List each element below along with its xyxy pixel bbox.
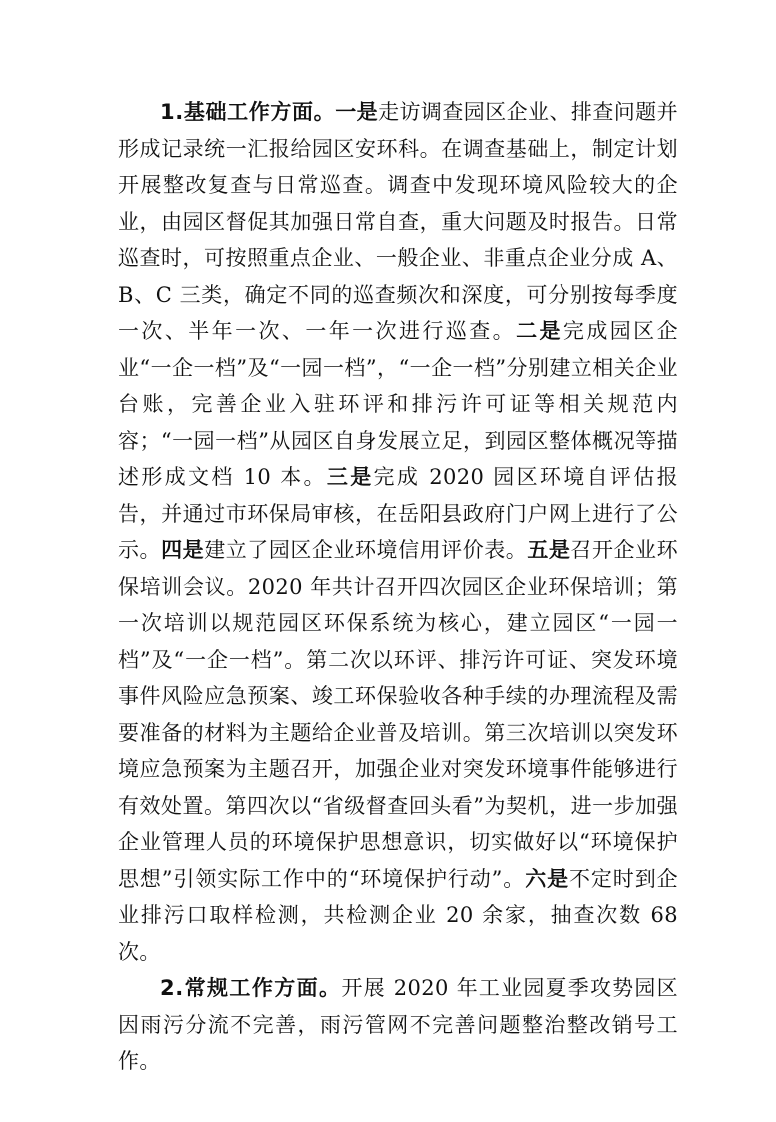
keyword-second: 二是 bbox=[516, 319, 563, 343]
paragraph-text: 完成园区企业“一企一档”及“一园一档”，“一企一档”分别建立相关企业台账，完善企业入驻环评和排污许可证等相关规范内容；“一园一档”从园区自身发展立足，到园区整体概况等描述形成文档 10 本。 bbox=[118, 319, 678, 489]
keyword-first: 一是 bbox=[335, 100, 379, 124]
section-heading-routine-work: 2.常规工作方面。 bbox=[160, 976, 342, 1000]
paragraph-text: 开展 2020 年工业园夏季攻势园区因雨污分流不完善，雨污管网不完善问题整治整改销号工作。 bbox=[118, 976, 678, 1073]
paragraph-text: 完成 2020 园区环境自评估报告，并通过市环保局审核，在岳阳县政府门户网上进行了公示。 bbox=[118, 465, 678, 562]
paragraph-text: 建立了园区企业环境信用评价表。 bbox=[204, 538, 528, 562]
paragraph-basic-work bbox=[118, 94, 678, 970]
keyword-fourth: 四是 bbox=[161, 538, 205, 562]
section-heading-basic-work: 1.基础工作方面。 bbox=[160, 100, 336, 124]
keyword-fifth: 五是 bbox=[527, 538, 571, 562]
document-body bbox=[118, 94, 678, 1080]
paragraph-text: 不定时到企业排污口取样检测，共检测企业 20 余家，抽查次数 68 次。 bbox=[118, 866, 678, 964]
keyword-third: 三是 bbox=[326, 465, 374, 489]
paragraph-routine-work bbox=[118, 970, 678, 1080]
paragraph-text: 召开企业环保培训会议。2020 年共计召开四次园区企业环保培训；第一次培训以规范园区环保系统为核心，建立园区“一园一档”及“一企一档”。第二次以环评、排污许可证、突发环境事件风险应急预案、竣工环保验收各种手续的办理流程及需要准备的材料为主题给企业普及培训。第三次培训以突发环境应急预案为主题召开，加强企业对突发环境事件能够进行有效处置。第四次以“省级督查回头看”为契机，进一步加强企业管理人员的环境保护思想意识，切实做好以“环境保护思想”引领实际工作中的“环境保护行动”。 bbox=[118, 538, 678, 891]
paragraph-text: 走访调查园区企业、排查问题并形成记录统一汇报给园区安环科。在调查基础上，制定计划开展整改复查与日常巡查。调查中发现环境风险较大的企业，由园区督促其加强日常自查，重大问题及时报告。日常巡查时，可按照重点企业、一般企业、非重点企业分成 A、B、C 三类，确定不同的巡查频次和深度，可分别按每季度一次、半年一次、一年一次进行巡查。 bbox=[118, 100, 678, 343]
keyword-sixth: 六是 bbox=[525, 866, 569, 891]
